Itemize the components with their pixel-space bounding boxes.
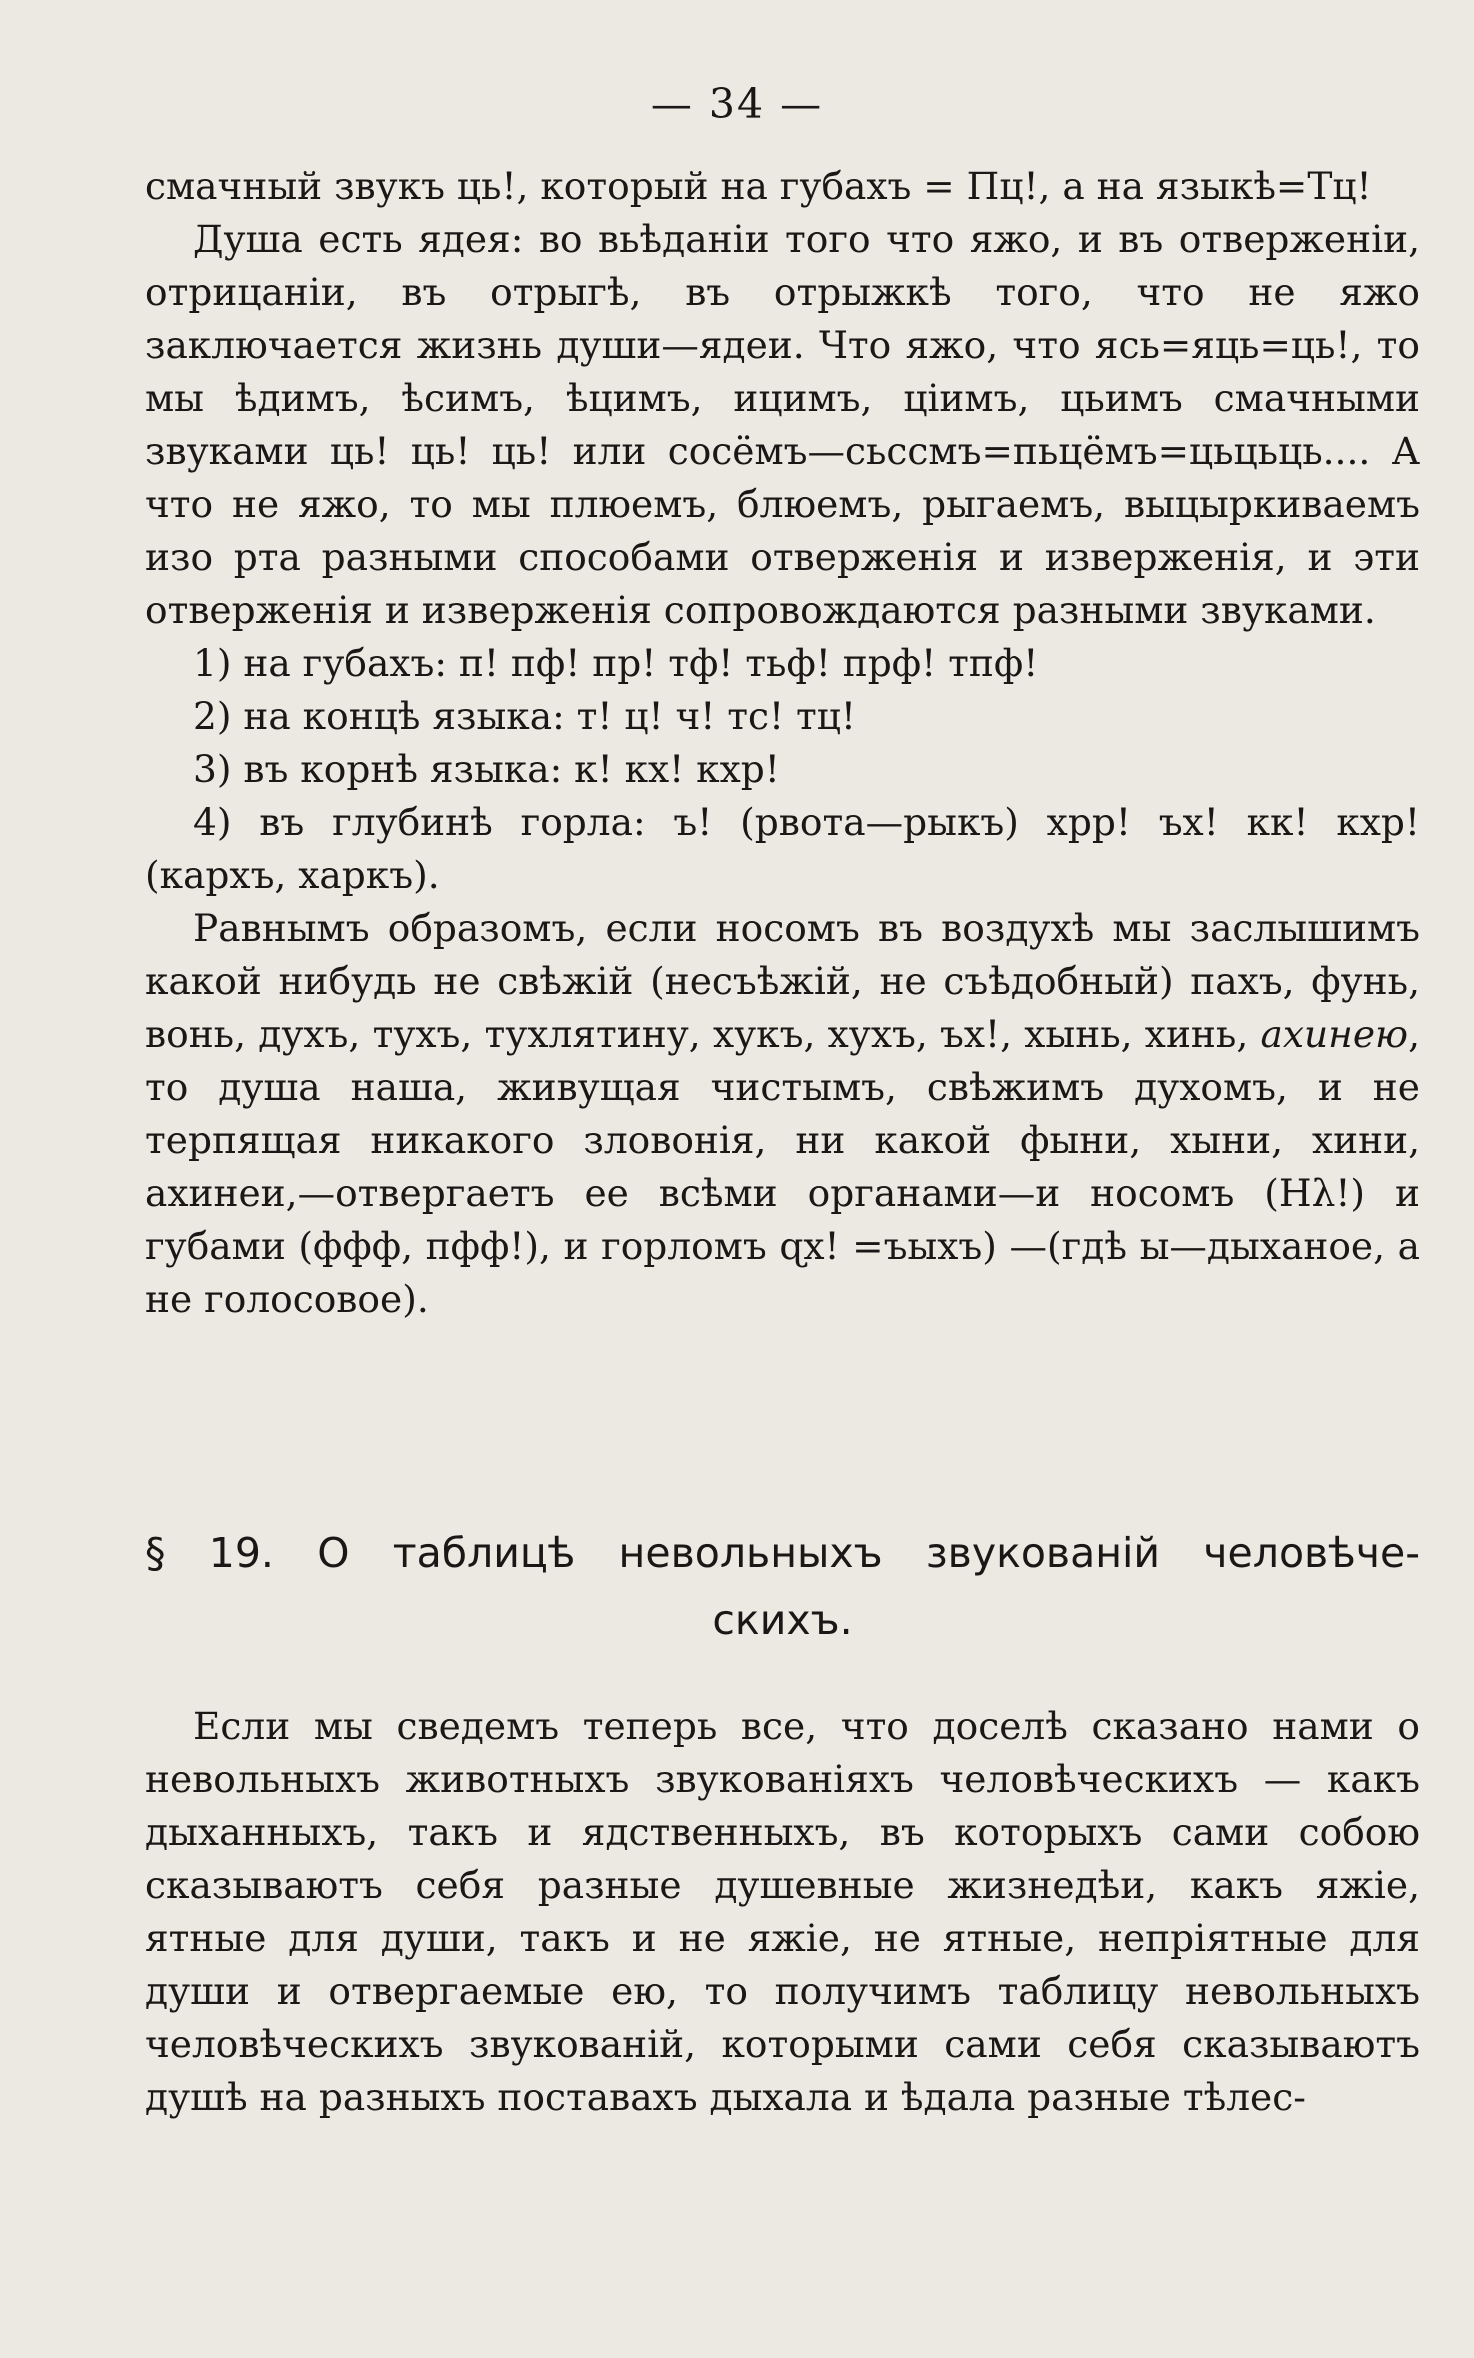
list-item-tongue-tip: 2) на концѣ языка: т! ц! ч! тс! тц!: [193, 694, 856, 738]
smell-paragraph: [145, 902, 1420, 1326]
section-1-text: [145, 160, 1420, 1326]
list-item-throat: 4) въ глубинѣ горла: ъ! (рвота—рыкъ) хрр! ъх! кк! кхр! (кархъ, харкъ).: [145, 800, 1420, 897]
section-19-text: [145, 1700, 1420, 2124]
page-number: — 34 —: [650, 80, 824, 128]
section-19-heading: [145, 1520, 1420, 1654]
continuation-paragraph: смачный звукъ ць!, который на губахъ = Пц!, а на языкѣ=Тц!: [145, 164, 1372, 208]
sound-list: [145, 637, 1420, 902]
section-19-title-line-1: § 19. О таблицѣ невольныхъ звукованій человѣче-: [145, 1529, 1420, 1577]
smell-paragraph-emphasis: ахинею: [1260, 1012, 1409, 1056]
section-19-title-line-2: скихъ.: [712, 1596, 853, 1644]
smell-paragraph-part-b: , то душа наша, живущая чистымъ, свѣжимъ духомъ, и не терпящая никакого зловонія, ни какой фыни, хыни, хини, ахинеи,—отвергаетъ ее всѣми органами—и носомъ (Нλ!) и губами (ффф, пфф!), и горломъ ɋх! =ъыхъ) —(гдѣ ы—дыханое, а не голосовое).: [145, 1012, 1420, 1321]
smell-paragraph-part-a: Равнымъ образомъ, если носомъ въ воздухѣ мы заслышимъ какой нибудь не свѣжій (несъѣжій, не съѣдобный) пахъ, фунь, вонь, духъ, тухъ, тухлятину, хукъ, хухъ, ъх!, хынь, хинь,: [145, 906, 1420, 1056]
table-paragraph: Если мы сведемъ теперь все, что доселѣ сказано нами о невольныхъ животныхъ звукованіяхъ человѣческихъ — какъ дыханныхъ, такъ и ядственныхъ, въ которыхъ сами собою сказываютъ себя разные душевные жизнедѣи, какъ яжіе, ятные для души, такъ и не яжіе, не ятные, непріятные для души и отвергаемые ею, то получимъ таблицу невольныхъ человѣческихъ звукованій, которыми сами себя сказываютъ душѣ на разныхъ поставахъ дыхала и ѣдала разные тѣлес-: [145, 1704, 1420, 2119]
list-item-lips: 1) на губахъ: п! пф! пр! тф! тьф! прф! тпф!: [193, 641, 1039, 685]
soul-paragraph: Душа есть ядея: во вьѣданіи того что яжо, и въ отверженіи, отрицаніи, въ отрыгѣ, въ отрыжкѣ того, что не яжо заключается жизнь души—ядеи. Что яжо, что ясь=яць=ць!, то мы ѣдимъ, ѣсимъ, ѣцимъ, ицимъ, ціимъ, цьимъ смачными звуками ць! ць! ць! или сосёмъ—сьссмъ=пьцёмъ=цьцьць.... А что не яжо, то мы плюемъ, блюемъ, рыгаемъ, выцыркиваемъ изо рта разными способами отверженія и изверженія, и эти отверженія и изверженія сопровождаются разными звуками.: [145, 217, 1420, 632]
list-item-tongue-root: 3) въ корнѣ языка: к! кх! кхр!: [193, 747, 780, 791]
